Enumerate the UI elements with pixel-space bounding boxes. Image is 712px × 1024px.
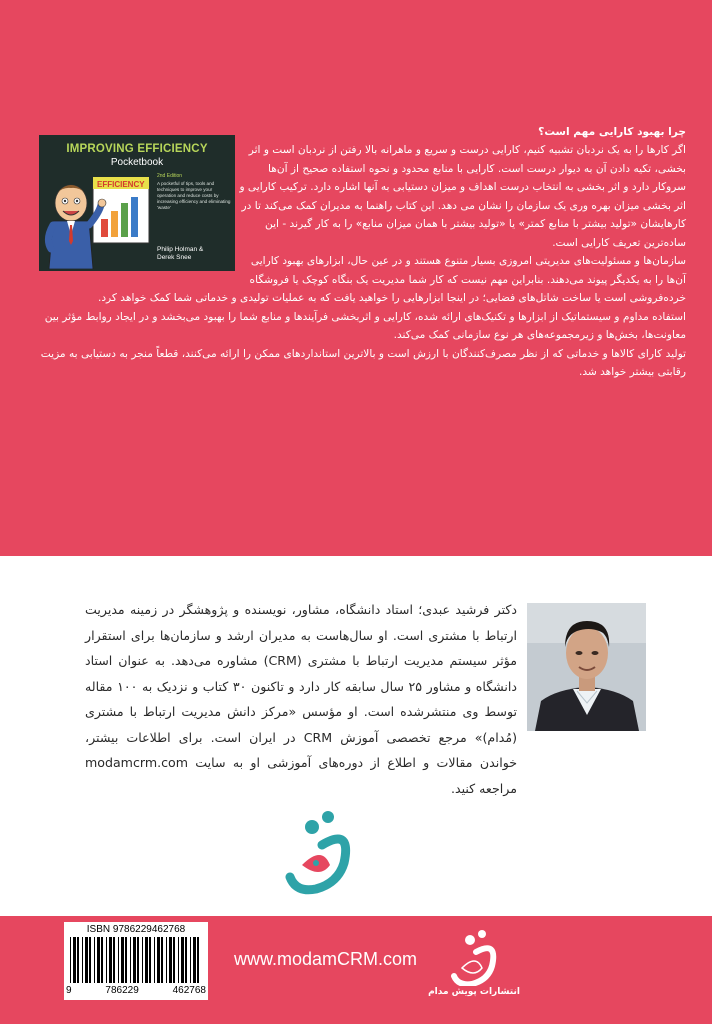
- description-paragraph: تولید کارای کالاها و خدماتی که از نظر مصرف‌کنندگان با ارزش است و بالاترین استانداردهای ممکن را ارائه می‌کنند، قطعاً منجر به دستیابی به مزیت رقابتی بیشتر خواهد شد.: [40, 347, 686, 378]
- website-link[interactable]: www.modamCRM.com: [234, 949, 418, 969]
- description-paragraph: سازمان‌ها و مسئولیت‌های مدیریتی امروزی بسیار متنوع هستند و در عین حال، ابزارهای بهبود کارایی آن‌ها را به یکدیگر پیوند می‌دهند. بنابراین مهم نیست که کار شما مدیریت یک بنگاه کوچک یا فروشگاه خرده‌فروشی است یا ساخت شاتل‌های فضایی؛ در اینجا ابزارهایی را خواهید یافت که به عملیات تولیدی و خدماتی شما کمک خواهد کرد.: [97, 255, 686, 304]
- book-cover-author-1: Philip Holman &: [157, 246, 204, 253]
- cover-spacer: [28, 123, 238, 273]
- isbn-label: ISBN 9786229462768: [86, 924, 186, 935]
- publisher-logo-icon: [448, 928, 502, 986]
- barcode-digits: [66, 985, 206, 996]
- book-cover-blurb: A pocketful of tips, tools and techniques to improve your operation and reduce costs by increasing efficiency and eliminating 'waste': [157, 181, 231, 210]
- barcode-digit-group: 786229: [105, 985, 139, 996]
- book-description: [28, 123, 686, 382]
- description-paragraph: اگر کارها را به یک نردبان تشبیه کنیم، کارایی درست و سریع و ماهرانه بالا رفتن از نردبان است و اثر بخشی، تکیه دادن آن به دیوار درست است. کارایی با منابع محدود و نحوه استفاده صحیح از آن‌ها سروکار دارد و اثر بخشی به انتخاب درست اهداف و میزان دستیابی به آنها اشاره دارد. ترکیب کارایی و اثر بخشی میزان بهره وری یک سازمان را نشان می دهد. این کتاب راهنما به مدیران کمک می‌کند تا در کارهایشان «تولید بیشتر با منابع کمتر» یا «تولید بیشتر با همان میزان منابع» را به کار گیرند - این ساده‌ترین تعریف کارایی است.: [239, 144, 686, 249]
- book-cover-edition: 2nd Edition: [157, 173, 183, 179]
- barcode-digit-group: 462768: [172, 985, 206, 996]
- book-cover-author-2: Derek Snee: [157, 254, 192, 261]
- barcode-box: [64, 922, 208, 1000]
- publisher-name: انتشارات پویش مدام: [428, 987, 520, 997]
- svg-text:EFFICIENCY: EFFICIENCY: [97, 180, 145, 189]
- author-photo: [527, 603, 646, 731]
- book-cover-subtitle: Pocketbook: [110, 157, 164, 168]
- modam-logo-icon: [282, 805, 358, 901]
- author-bio: دکتر فرشید عبدی؛ استاد دانشگاه، مشاور، نویسنده و پژوهشگر در زمینه مدیریت ارتباط با مشتری است. او سال‌هاست به مدیران ارشد و سازمان‌ها برای استقرار مؤثر سیستم مدیریت ارتباط با مشتری (CRM) مشاوره می‌دهد. به عنوان استاد دانشگاه و مشاور ۲۵ سال سابقه کار دارد و تاکنون ۳۰ کتاب و نزدیک به ۱۰۰ مقاله توسط وی منتشرشده است. او مؤسس «مرکز دانش مدیریت ارتباط با مشتری (مُدام)» مرجع تخصصی آموزش CRM در ایران است. برای اطلاعات بیشتر، خواندن مقالات و اطلاع از دوره‌های آموزشی او به سایت modamcrm.com مراجعه کنید.: [85, 602, 518, 796]
- book-cover-title: IMPROVING EFFICIENCY: [66, 143, 208, 155]
- description-paragraph: استفاده مداوم و سیستماتیک از ابزارها و تکنیک‌های ارائه شده، کارایی و اثربخشی فرآیندها و منابع شما را بهبود می‌بخشد و در ایجاد روابط مؤثر بین معاونت‌ها، بخش‌ها و زیرمجموعه‌های هر نوع سازمانی کمک می‌کند.: [44, 310, 686, 341]
- barcode-icon: [66, 937, 206, 983]
- barcode-digit-group: 9: [66, 985, 72, 996]
- description-heading: چرا بهبود کارایی مهم است؟: [538, 126, 686, 138]
